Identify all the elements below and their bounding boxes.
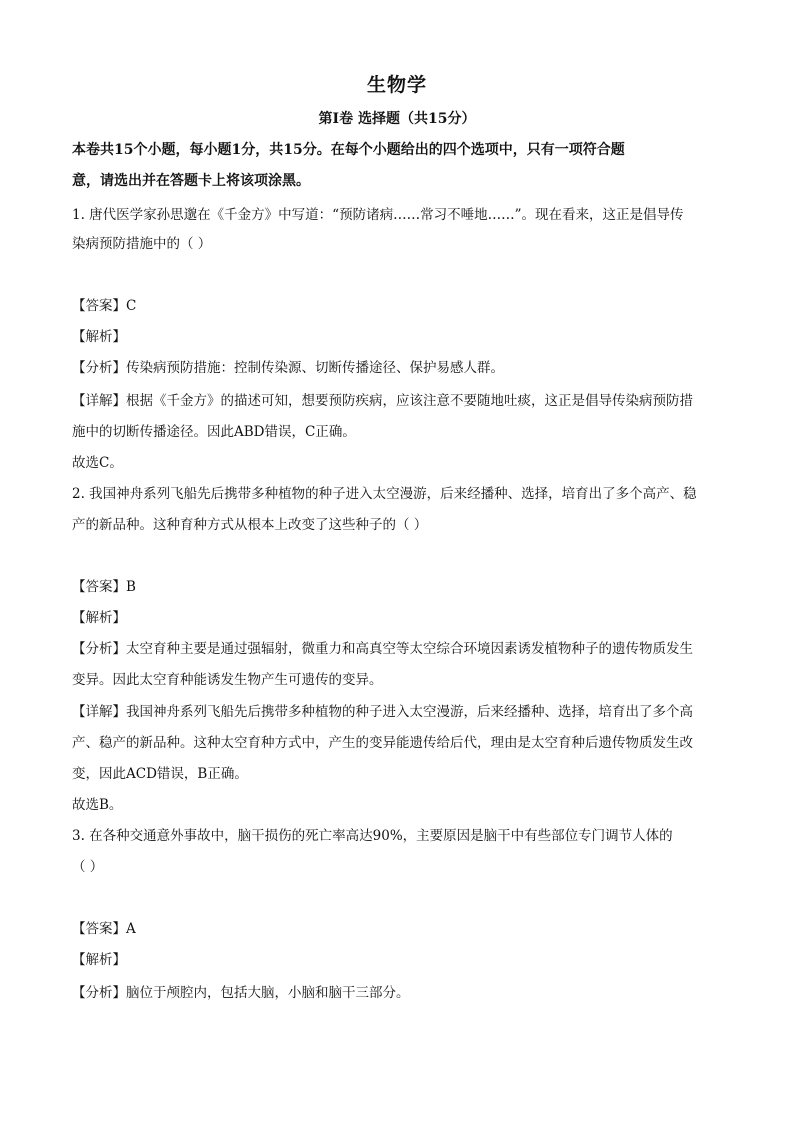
- q3-analysis-header: 【解析】: [72, 952, 126, 968]
- q2-analysis-line-2: 变异。因此太空育种能诱发生物产生可遗传的变异。: [72, 672, 383, 688]
- q2-answer-value: B: [126, 579, 136, 595]
- q2-answer: [72, 577, 732, 597]
- q3-analysis-text-1: 脑位于颅腔内，包括大脑，小脑和脑干三部分。: [126, 985, 410, 1001]
- q1-stem-line-1: 1. 唐代医学家孙思邈在《千金方》中写道：“预防诸病……常习不唾地……”。现在看来，这正是倡导传: [72, 207, 684, 223]
- q1-detail-line-1: [72, 391, 732, 411]
- analysis-label: 【分析】: [72, 641, 126, 657]
- q2-stem-line-1: 2. 我国神舟系列飞船先后携带多种植物的种子进入太空漫游，后来经播种、选择，培育出了多个高产、稳: [72, 486, 697, 502]
- section-title: 第Ⅰ卷 选择题（共15分）: [318, 111, 476, 127]
- answer-label: 【答案】: [72, 921, 126, 937]
- q2-detail-line-1: [72, 702, 732, 722]
- q2-analysis-line-1: [72, 639, 732, 659]
- q1-analysis-header: 【解析】: [72, 329, 126, 345]
- q1-conclusion: 故选C。: [72, 455, 123, 471]
- answer-label: 【答案】: [72, 579, 126, 595]
- q1-stem-line-2: 染病预防措施中的（ ）: [72, 236, 212, 252]
- q2-detail-text-1: 我国神舟系列飞船先后携带多种植物的种子进入太空漫游，后来经播种、选择，培育出了多个高: [126, 704, 693, 720]
- q2-analysis-text-1: 太空育种主要是通过强辐射，微重力和高真空等太空综合环境因素诱发植物种子的遗传物质发生: [126, 641, 693, 657]
- q2-analysis-header: 【解析】: [72, 610, 126, 626]
- q2-detail-line-3: 变，因此ACD错误，B正确。: [72, 766, 248, 782]
- q3-analysis: [72, 983, 732, 1003]
- q1-analysis-text-1: 传染病预防措施：控制传染源、切断传播途径、保护易感人群。: [126, 360, 504, 376]
- q1-answer-value: C: [126, 298, 137, 314]
- q1-answer: [72, 296, 732, 316]
- instructions-line-1: 本卷共15个小题，每小题1分，共15分。在每个小题给出的四个选项中，只有一项符合题: [72, 142, 625, 158]
- analysis-label: 【分析】: [72, 985, 126, 1001]
- q1-analysis: [72, 358, 732, 378]
- q3-answer-value: A: [126, 921, 136, 937]
- instructions-line-2: 意，请选出并在答题卡上将该项涂黑。: [72, 173, 310, 189]
- page-title: 生物学: [366, 74, 427, 96]
- q1-detail-line-2: 施中的切断传播途径。因此ABD错误，C正确。: [72, 424, 356, 440]
- detail-label: 【详解】: [72, 393, 126, 409]
- q2-conclusion: 故选B。: [72, 797, 123, 813]
- q1-detail-text-1: 根据《千金方》的描述可知，想要预防疾病，应该注意不要随地吐痰，这正是倡导传染病预防措: [126, 393, 693, 409]
- q3-stem-line-2: （ ）: [72, 859, 104, 875]
- answer-label: 【答案】: [72, 298, 126, 314]
- detail-label: 【详解】: [72, 704, 126, 720]
- q3-answer: [72, 919, 732, 939]
- q2-stem-line-2: 产的新品种。这种育种方式从根本上改变了这些种子的（ ）: [72, 517, 428, 533]
- q2-detail-line-2: 产、稳产的新品种。这种太空育种方式中，产生的变异能遗传给后代，理由是太空育种后遗传物质发生改: [72, 735, 693, 751]
- analysis-label: 【分析】: [72, 360, 126, 376]
- q3-stem-line-1: 3. 在各种交通意外事故中，脑干损伤的死亡率高达90%，主要原因是脑干中有些部位专门调节人体的: [72, 828, 673, 844]
